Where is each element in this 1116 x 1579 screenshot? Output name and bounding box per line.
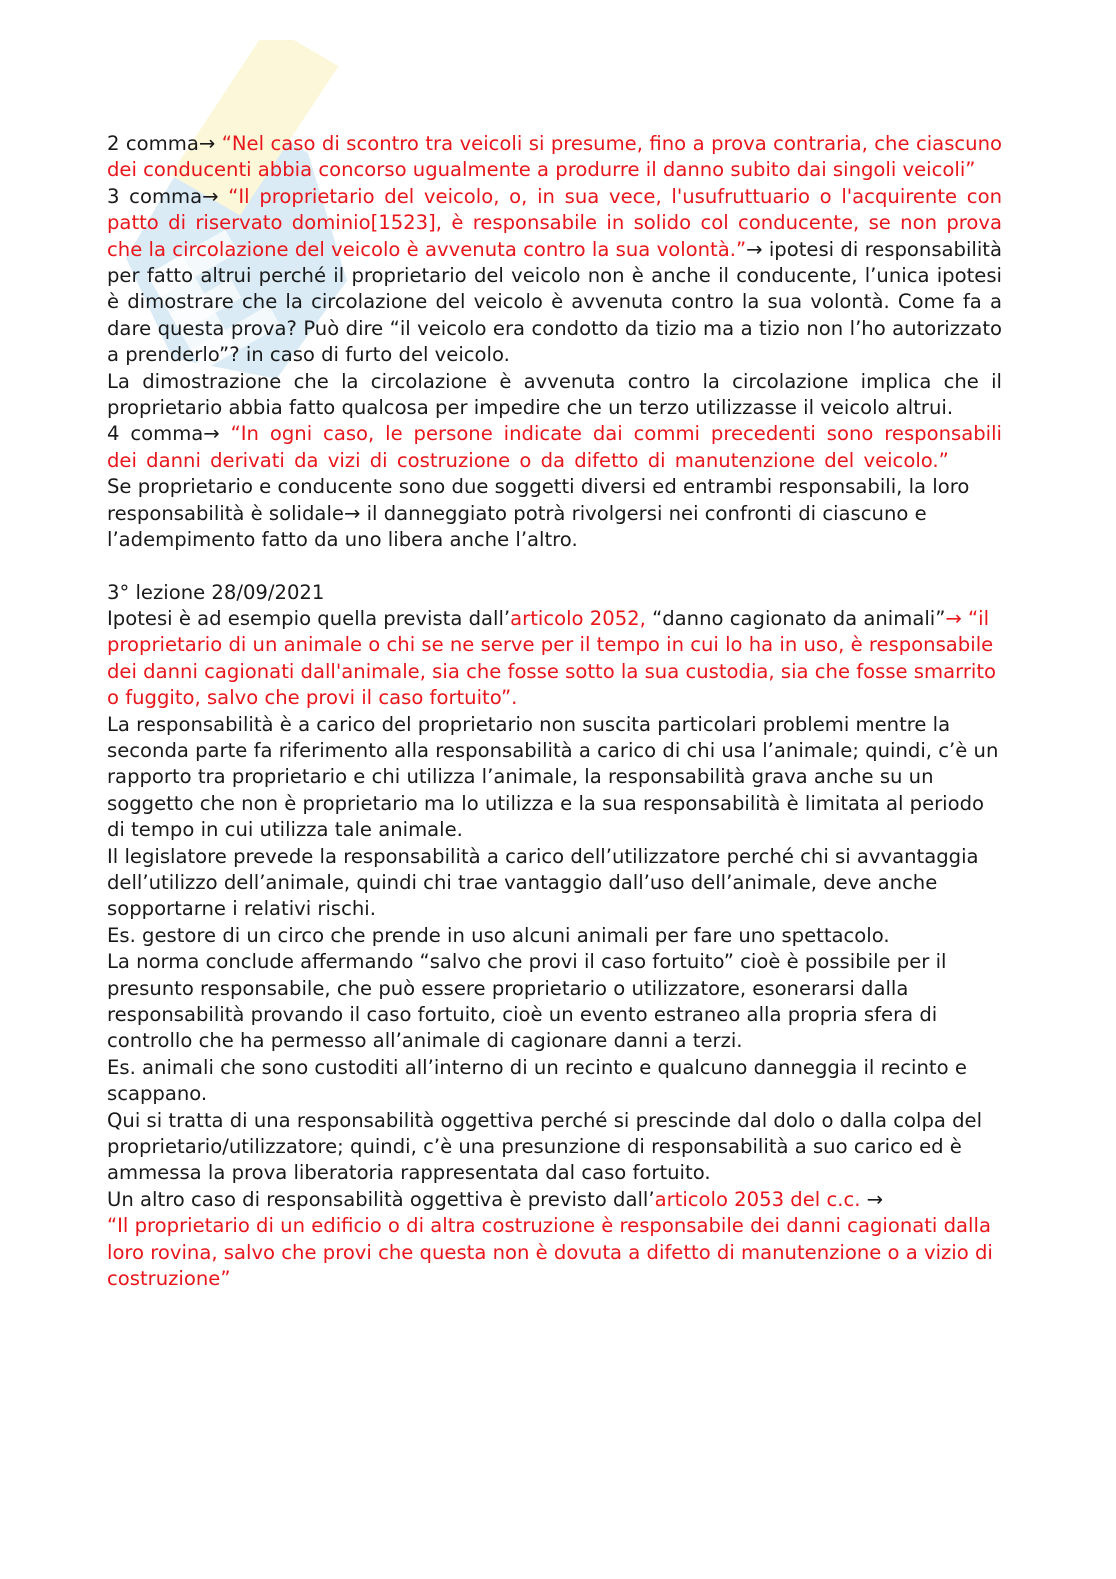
paragraph-example-recinto: Es. animali che sono custoditi all’interno di un recinto e qualcuno danneggia il recinto e scappano. [107, 1055, 967, 1106]
comma-label: 3 comma→ [107, 184, 229, 208]
paragraph-text: “danno cagionato da animali” [645, 606, 946, 630]
article-reference: articolo 2053 del c.c. [654, 1187, 861, 1211]
paragraph-example-circo: Es. gestore di un circo che prende in uso alcuni animali per fare uno spettacolo. [107, 923, 890, 947]
paragraph-comma-4 [107, 421, 1002, 474]
paragraph-oggettiva: Qui si tratta di una responsabilità oggettiva perché si prescinde dal dolo o dalla colpa del proprietario/utilizzatore; quindi, c’è una presunzione di responsabilità a suo carico ed è ammessa la prova liberatoria rappresentata dal caso fortuito. [107, 1108, 983, 1185]
legal-quote: “In ogni caso, le persone indicate dai commi precedenti sono responsabili dei danni derivati da vizi di costruzione o da difetto di manutenzione del veicolo.” [107, 422, 1002, 472]
paragraph-comma-2 [107, 131, 1002, 184]
paragraph-dimostrazione: La dimostrazione che la circolazione è avvenuta contro la circolazione implica che il proprietario abbia fatto qualcosa per impedire che un terzo utilizzasse il veicolo altrui. [107, 369, 1002, 420]
paragraph-legislatore: Il legislatore prevede la responsabilità a carico dell’utilizzatore perché chi si avvantaggia dell’utilizzo dell’animale, quindi chi trae vantaggio dall’uso dell’animale, deve anche sopportarne i relativi rischi. [107, 844, 979, 921]
legal-quote: “Nel caso di scontro tra veicoli si presume, fino a prova contraria, che ciascuno dei conducenti abbia concorso ugualmente a produrre il danno subito dai singoli veicoli” [107, 132, 1002, 182]
comma-label: 2 comma→ [107, 132, 222, 155]
paragraph-text: Un altro caso di responsabilità oggettiva è previsto dall’ [107, 1187, 655, 1211]
paragraph-articolo-2052 [107, 606, 1002, 712]
paragraph-responsabilita: La responsabilità è a carico del proprietario non suscita particolari problemi mentre la seconda parte fa riferimento alla responsabilità a carico di chi usa l’animale; quindi, c’è un rapporto tra proprietario e chi utilizza l’animale, la responsabilità grava anche su un soggetto che non è proprietario ma lo utilizza e la sua responsabilità è limitata al periodo di tempo in cui utilizza tale animale. [107, 712, 999, 842]
paragraph-text: ipotesi di responsabilità per fatto altrui perché il proprietario del veicolo non è anche il conducente, l’unica ipotesi è dimostrare che la circolazione del veicolo è avvenuta contro la sua volontà. Come fa a dare questa prova? Può dire “il veicolo era condotto da tizio ma a tizio non l’ho autorizzato a prenderlo”? in caso di furto del veicolo. [107, 237, 1002, 367]
arrow-icon: → [746, 237, 763, 261]
legal-quote: “Il proprietario di un edificio o di altra costruzione è responsabile dei danni cagionati dalla loro rovina, salvo che provi che questa non è dovuta a difetto di manutenzione o a vizio di costruzione” [107, 1214, 993, 1291]
paragraph-caso-fortuito: La norma conclude affermando “salvo che provi il caso fortuito” cioè è possibile per il presunto responsabile, che può essere proprietario o utilizzatore, esonerarsi dalla responsabilità provando il caso fortuito, cioè un evento estraneo alla propria sfera di controllo che ha permesso all’animale di cagionare danni a terzi. [107, 950, 947, 1053]
paragraph-solidale: Se proprietario e conducente sono due soggetti diversi ed entrambi responsabili, la loro responsabilità è solidale→ il danneggiato potrà rivolgersi nei confronti di ciascuno e l’adempimento fatto da uno libera anche l’altro. [107, 475, 970, 552]
arrow-icon: → [860, 1187, 884, 1211]
paragraph-text: Ipotesi è ad esempio quella prevista dall’ [107, 606, 511, 630]
comma-label: 4 comma→ [107, 422, 231, 446]
paragraph-articolo-2053 [107, 1187, 1002, 1293]
document-body [107, 131, 1002, 1292]
lesson-heading: 3° lezione 28/09/2021 [107, 580, 325, 604]
article-reference: articolo 2052, [510, 606, 646, 630]
paragraph-comma-3 [107, 184, 1002, 369]
legal-quote: “Il proprietario del veicolo, o, in sua vece, l'usufruttuario o l'acquirente con patto di riservato dominio[1523], è responsabile in solido col conducente, se non prova che la circolazione del veicolo è avvenuta contro la sua volontà.” [107, 184, 1002, 261]
legal-quote: → “il proprietario di un animale o chi se ne serve per il tempo in cui lo ha in uso, è responsabile dei danni cagionati dall'animale, sia che fosse sotto la sua custodia, sia che fosse smarrito o fuggito, salvo che provi il caso fortuito”. [107, 606, 996, 710]
